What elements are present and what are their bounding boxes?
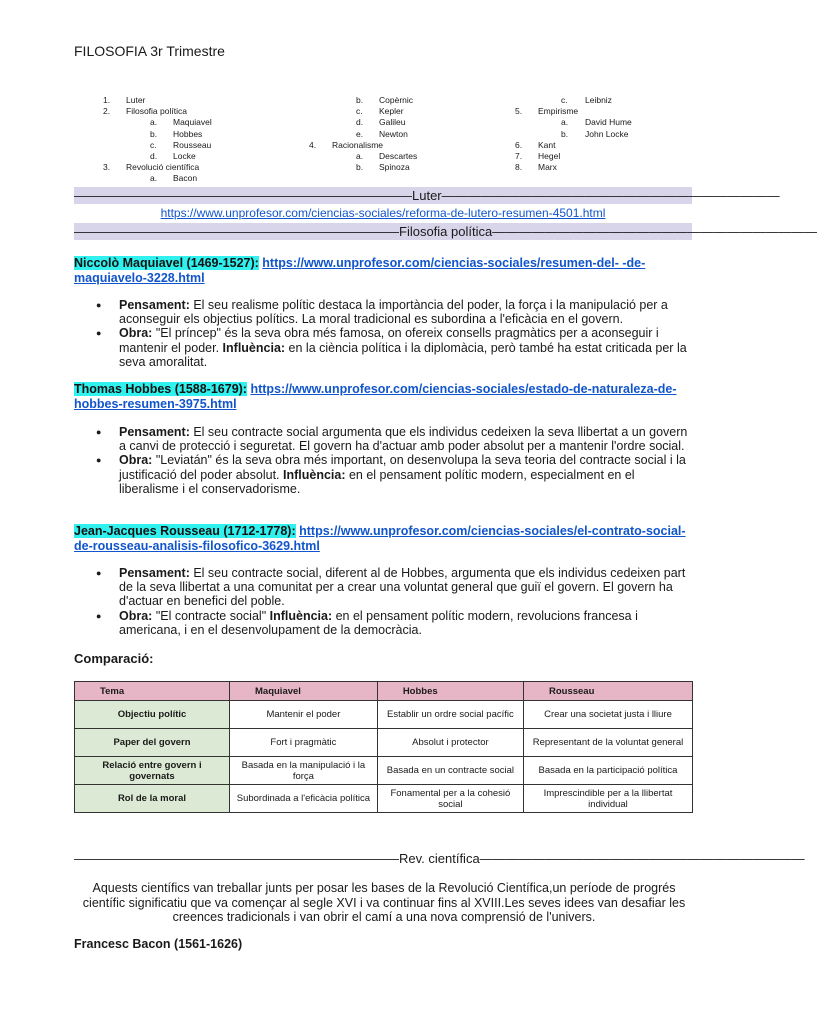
hobbes-link[interactable]: https://www.unprofesor.com/ciencias-sociales/estado-de-naturaleza-de-hobbes-resumen-3975.html (74, 382, 677, 411)
document-title: FILOSOFIA 3r Trimestre (74, 43, 225, 59)
section-heading-revolucio: —————————————————————————Rev. científica————————————————————————— (74, 851, 805, 866)
table-cell: Basada en la manipulació i la força (230, 757, 378, 785)
toc-num: a. (356, 151, 364, 161)
toc-item[interactable]: Locke (173, 151, 196, 161)
bullet-label: Obra: (119, 453, 153, 468)
table-cell: Subordinada a l'eficàcia política (230, 785, 378, 813)
comparison-title: Comparació: (74, 651, 154, 666)
table-header-row (75, 682, 693, 701)
bullet-label: Influència: (282, 467, 346, 482)
section-heading-luter: ——————————————————————————Luter—————————————————————————— (74, 188, 780, 203)
row-header-cell: Objectiu polític (75, 701, 230, 729)
table-row (75, 729, 693, 757)
bullet-text: "El contracte social" (152, 608, 270, 623)
bullet-text: El seu realisme polític destaca la importància del poder, la força i la manipulació per a aconseguir els objectius polítics. La moral tradicional es subordina a l'eficàcia en el govern. (119, 298, 668, 327)
toc-item[interactable]: Revolució científica (126, 162, 200, 173)
toc-num: b. (356, 95, 364, 105)
table-row (75, 785, 693, 813)
bullet-text: "El príncep" és la seva obra més famosa, on ofereix consells pragmàtics per a aconseguir i mantenir el poder. (119, 326, 659, 355)
table-cell: Crear una societat justa i lliure (523, 701, 692, 729)
toc-num: c. (561, 95, 568, 105)
list-item (96, 425, 696, 453)
maquiavel-name: Niccolò Maquiavel (1469-1527): (74, 256, 259, 270)
bullet-label: Influència: (222, 340, 286, 355)
row-header-cell: Paper del govern (75, 729, 230, 757)
toc-num: b. (150, 128, 158, 139)
luter-link[interactable]: https://www.unprofesor.com/ciencias-sociales/reforma-de-lutero-resumen-4501.html (160, 206, 606, 220)
rousseau-heading (74, 524, 692, 554)
maquiavel-heading (74, 256, 692, 286)
table-cell: Fort i pragmàtic (230, 729, 378, 757)
toc-num: c. (150, 139, 157, 150)
table-header-cell: Rousseau (523, 682, 692, 701)
hobbes-heading (74, 382, 692, 412)
toc-item[interactable]: Bacon (173, 173, 198, 184)
list-item (96, 326, 696, 369)
bullet-label: Influència: (269, 608, 333, 623)
list-item (96, 566, 696, 609)
toc-num: e. (356, 128, 364, 139)
toc-item[interactable]: David Hume (585, 117, 632, 128)
toc-item[interactable]: Hobbes (173, 128, 203, 139)
list-item (96, 298, 696, 326)
hobbes-bullets (96, 425, 696, 496)
toc-item[interactable]: Hegel (538, 151, 561, 161)
toc-item[interactable]: Leibniz (585, 95, 612, 105)
toc-num: c. (356, 106, 363, 117)
revolucio-intro: Aquests científics van treballar junts per posar les bases de la Revolució Científica,un període de progrés científic significatiu que va començar al segle XVI i va continuar fins al XVIII.Les seves idees van desafiar les creences tradicionals i van obrir el camí a una nova comprensió de l'univers. (82, 881, 686, 924)
table-header-cell: Tema (75, 682, 230, 701)
table-cell: Imprescindible per a la llibertat individual (523, 785, 692, 813)
bullet-text: El seu contracte social argumenta que els individus cedeixen la seva llibertat a un govern a canvi de protecció i seguretat. El govern ha d'actuar amb poder absolut per a mantenir l'ordre social. (119, 425, 688, 454)
toc-item[interactable]: Galileu (379, 117, 406, 128)
table-header-cell: Hobbes (377, 682, 523, 701)
bullet-text: en el pensament polític modern, especialment en el liberalisme i el conservadorisme. (119, 467, 635, 496)
table-cell: Basada en la participació política (523, 757, 692, 785)
hobbes-name: Thomas Hobbes (1588-1679): (74, 382, 247, 396)
toc-item[interactable]: Descartes (379, 151, 418, 161)
table-cell: Mantenir el poder (230, 701, 378, 729)
toc-item[interactable]: Luter (126, 95, 146, 105)
rousseau-bullets (96, 566, 696, 637)
toc-num: a. (150, 173, 158, 184)
maquiavel-bullets (96, 298, 696, 369)
luter-link-wrap (74, 206, 692, 220)
table-row (75, 701, 693, 729)
toc-item[interactable]: Racionalisme (332, 139, 384, 150)
toc-item[interactable]: Maquiavel (173, 117, 212, 128)
toc-item[interactable]: Kant (538, 139, 556, 150)
table-cell: Basada en un contracte social (377, 757, 523, 785)
toc-item[interactable]: Marx (538, 162, 557, 173)
table-row (75, 757, 693, 785)
toc-item[interactable]: Kepler (379, 106, 404, 117)
section-heading-filosofia: —————————————————————————Filosofia política————————————————————————— (74, 224, 817, 239)
bullet-text: "Leviatán" és la seva obra més important, on desenvolupa la seva teoria del contracte social i la justificació del poder absolut. (119, 453, 686, 482)
toc-num: a. (561, 117, 569, 128)
toc-num: b. (356, 162, 364, 173)
toc-item[interactable]: Newton (379, 128, 408, 139)
bullet-text: en la ciència política i la diplomàcia, però també ha estat criticada per la seva amoralitat. (119, 340, 687, 369)
bullet-text: en el pensament polític modern, revolucions francesa i americana, i en el desenvolupament de la democràcia. (119, 608, 638, 637)
toc-num: 2. (103, 106, 111, 117)
row-header-cell: Rol de la moral (75, 785, 230, 813)
table-cell: Fonamental per a la cohesió social (377, 785, 523, 813)
bullet-label: Obra: (119, 326, 153, 341)
toc-num: 8. (515, 162, 523, 173)
row-header-cell: Relació entre govern i governats (75, 757, 230, 785)
bullet-label: Pensament: (119, 566, 190, 580)
bacon-heading: Francesc Bacon (1561-1626) (74, 937, 243, 951)
bullet-label: Pensament: (119, 298, 190, 312)
toc-num: 4. (309, 139, 317, 150)
bullet-label: Pensament: (119, 425, 190, 439)
list-item (96, 609, 696, 637)
bullet-label: Obra: (119, 608, 153, 623)
toc-item[interactable]: Copèrnic (379, 95, 414, 105)
table-cell: Representant de la voluntat general (523, 729, 692, 757)
toc-item[interactable]: Filosofia política (126, 106, 187, 117)
toc-item[interactable]: Spinoza (379, 162, 410, 173)
toc-num: 6. (515, 139, 523, 150)
maquiavel-link[interactable]: https://www.unprofesor.com/ciencias-sociales/resumen-del- -de-maquiavelo-3228.html (74, 256, 646, 285)
toc-num: 3. (103, 162, 111, 173)
toc-num: 5. (515, 106, 523, 117)
toc-num: a. (150, 117, 158, 128)
toc-num: 1. (103, 95, 111, 105)
table-header-cell: Maquiavel (230, 682, 378, 701)
rousseau-link[interactable]: https://www.unprofesor.com/ciencias-sociales/el-contrato-social-de-rousseau-analisis-filosofico-3629.html (74, 524, 686, 553)
toc-item[interactable]: Empirisme (538, 106, 579, 117)
list-item (96, 453, 696, 496)
table-cell: Absolut i protector (377, 729, 523, 757)
toc-num: b. (561, 128, 569, 139)
toc-item[interactable]: Rousseau (173, 139, 212, 150)
bullet-text: El seu contracte social, diferent al de Hobbes, argumenta que els individus cedeixen part de la seva llibertat a una comunitat per a crear una voluntat general que guiï el govern. El govern ha d'actuar en benefici del poble. (119, 566, 686, 609)
toc-num: 7. (515, 151, 523, 161)
rousseau-name: Jean-Jacques Rousseau (1712-1778): (74, 524, 296, 538)
comparison-table (74, 681, 693, 813)
toc-num: d. (356, 117, 364, 128)
table-of-contents (0, 95, 768, 195)
table-cell: Establir un ordre social pacífic (377, 701, 523, 729)
toc-num: d. (150, 151, 158, 161)
toc-item[interactable]: John Locke (585, 128, 629, 139)
